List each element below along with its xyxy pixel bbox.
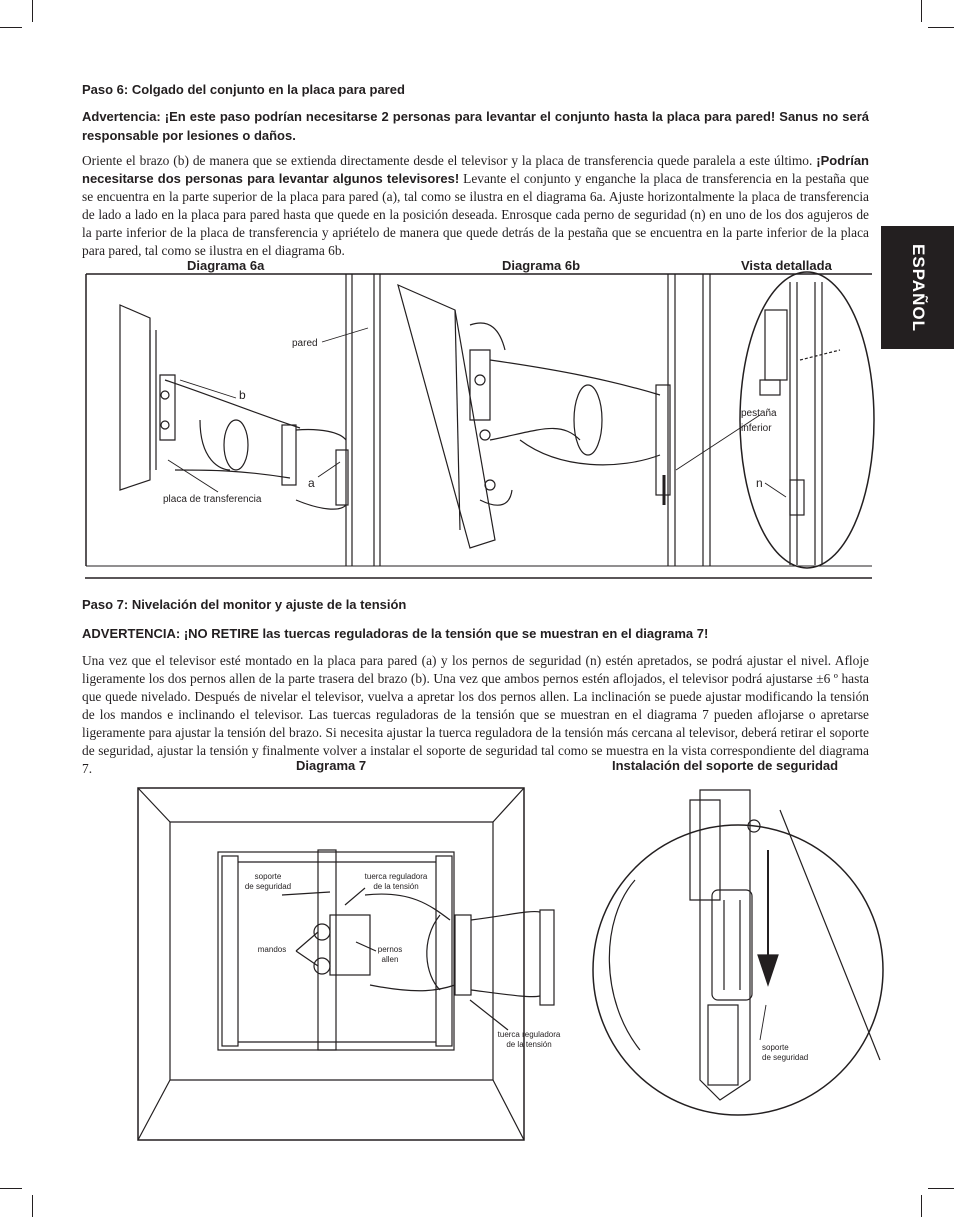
label-a: a [308,476,315,490]
label-pared: pared [292,338,318,349]
label-pestana-inferior: pestaña inferior [741,408,777,434]
step7-body: Una vez que el televisor esté montado en la placa para pared (a) y los pernos de seguridad (n) estén apretados, se podrá ajustar el nivel. Afloje ligeramente los dos pernos allen de la parte trasera del brazo (b). Una vez que ambos pernos estén aflojados, el televisor podrá ajustarse ±6 º hasta que quede nivelado. Después de nivelar el televisor, vuelva a apretar los dos pernos allen. La inclinación se puede ajustar modificando la tensión de los mandos e inclinando el televisor. Las tuercas reguladoras de la tensión que se muestran en el diagrama 7 pueden aflojarse o apretarse ligeramente para ajustar la tensión del brazo. Si necesita ajustar la tuerca reguladora de la tensión más cercana al televisor, deberá retirar el soporte de seguridad, ajustar la tensión y finalmente volver a instalar el soporte de seguridad tal como se muestra en la vista correspondiente del diagrama 7. [82,653,869,776]
step6-heading: Paso 6: Colgado del conjunto en la placa para pared [82,82,405,97]
step7-heading: Paso 7: Nivelación del monitor y ajuste de la tensión [82,597,407,612]
diagram-6a-title: Diagrama 6a [187,258,265,273]
label-soporte-detail: soporte de seguridad [762,1043,809,1062]
step6-body-2: Levante el conjunto y enganche la placa de transferencia en la pestaña que se encuentra en la parte superior de la placa para pared (a), tal como se ilustra en el diagrama 6a. Ajuste horizontalmente la placa de transferencia de lado a lado en la placa para pared hasta que quede en la posición deseada. Enrosque cada perno de seguridad (n) en uno de los dos agujeros de la parte inferior de la placa de transferencia y apriételo de manera que quede detrás de la pestaña que se encuentra en la parte inferior de la placa para pared, tal como se ilustra en el diagrama 6b. [82,171,869,258]
step7-warning: ADVERTENCIA: ¡NO RETIRE las tuercas reguladoras de la tensión que se muestran en el diagrama 7! [82,626,709,641]
step6-body-bold: ¡Podrían necesitarse dos personas para levantar algunos televisores! [82,153,869,186]
diagram-7-title: Diagrama 7 [296,758,367,773]
label-b: b [239,388,246,402]
label-tuerca-top: tuerca reguladora de la tensión [364,872,428,891]
diagram-6b-title: Diagrama 6b [502,258,581,273]
detail-view-title: Vista detallada [741,258,832,273]
label-tuerca-bottom: tuerca reguladora de la tensión [497,1030,561,1049]
step6-body-1: Oriente el brazo (b) de manera que se extienda directamente desde el televisor y la placa de transferencia quede paralela a este último. [82,153,813,168]
label-pernos-allen: pernos allen [377,945,403,964]
label-soporte-seguridad: soporte de seguridad [244,872,292,891]
install-bracket-title: Instalación del soporte de seguridad [612,758,839,773]
label-mandos: mandos [257,945,287,954]
language-tab-label: ESPAÑOL [908,243,928,332]
label-n: n [756,476,763,490]
label-placa-transferencia: placa de transferencia [163,494,262,505]
step6-warning: Advertencia: ¡En este paso podrían necesitarse 2 personas para levantar el conjunto hasta la placa para pared! Sanus no será responsable por lesiones o daños. [82,109,869,143]
